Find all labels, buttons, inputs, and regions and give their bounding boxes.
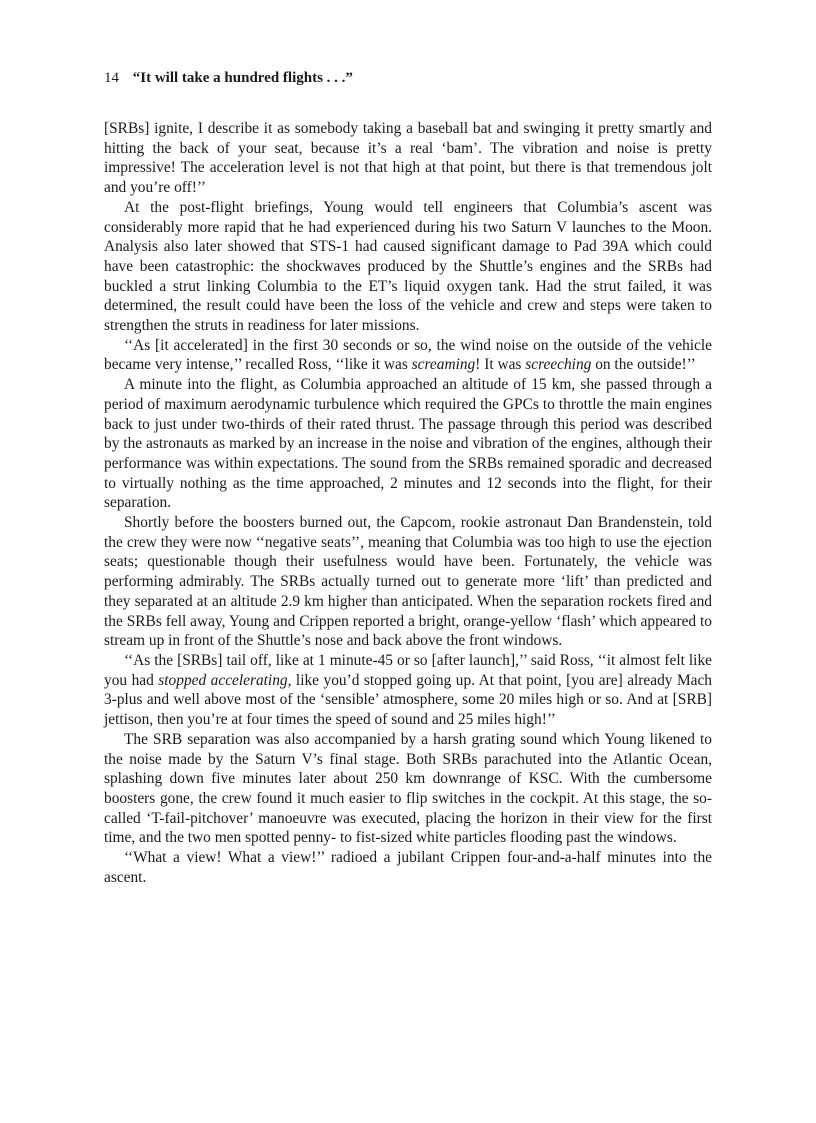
paragraph <box>104 651 712 730</box>
text-run: The SRB separation was also accompanied by a harsh grating sound which Young likened to the noise made by the Saturn V’s final stage. Both SRBs parachuted into the Atlantic Ocean, splashing down five minutes later about 250 km downrange of KSC. With the cumbersome boosters gone, the crew found it much easier to flip switches in the cockpit. At this stage, the so-called ‘T-fail-pitchover’ manoeuvre was executed, placing the horizon in their view for the first time, and the two men spotted penny- to fist-sized white particles flooding past the windows. <box>104 730 712 847</box>
paragraph <box>104 513 712 651</box>
text-run: ‘‘As the [SRBs] tail off, like at 1 minute-45 or so [after launch],’’ said Ross, ‘‘it almost felt like you had <box>104 651 712 689</box>
running-header <box>104 68 353 88</box>
paragraph <box>104 375 712 513</box>
text-run: on the outside!’’ <box>591 356 696 374</box>
text-run: ‘‘As [it accelerated] in the first 30 seconds or so, the wind noise on the outside of the vehicle became very intense,’’ recalled Ross, ‘‘like it was <box>104 336 712 374</box>
running-title: “It will take a hundred flights . . .” <box>132 70 353 86</box>
body-text <box>104 119 712 887</box>
text-run: A minute into the flight, as Columbia approached an altitude of 15 km, she passed through a period of maximum aerodynamic turbulence which required the GPCs to throttle the main engines back to just under two-thirds of their rated thrust. The passage through this period was described by the astronauts as marked by an increase in the noise and vibration of the engines, although their performance was within expectations. The sound from the SRBs remained sporadic and decreased to virtually nothing as the time approached, 2 minutes and 12 seconds into the flight, for their separation. <box>104 376 712 512</box>
emphasis: stopped accelerating <box>158 671 288 689</box>
text-run: , like you’d stopped going up. At that point, [you are] already Mach 3-plus and well above most of the ‘sensible’ atmosphere, some 20 miles high or so. And at [SRB] jettison, then you’re at four times the speed of sound and 25 miles high!’’ <box>104 671 713 729</box>
text-run: ! It was <box>475 356 526 374</box>
paragraph <box>104 119 712 198</box>
text-run: At the post-flight briefings, Young would tell engineers that Columbia’s ascent was considerably more rapid that he had experienced during his two Saturn V launches to the Moon. Analysis also later showed that STS-1 had caused significant damage to Pad 39A which could have been catastrophic: the shockwaves produced by the Shuttle’s engines and the SRBs had buckled a strut linking Columbia to the ET’s liquid oxygen tank. Had the strut failed, it was determined, the result could have been the loss of the vehicle and crew and steps were taken to strengthen the struts in readiness for later missions. <box>104 198 712 335</box>
text-run: Shortly before the boosters burned out, the Capcom, rookie astronaut Dan Brandenstein, told the crew they were now ‘‘negative seats’’, meaning that Columbia was too high to use the ejection seats; questionable though their usefulness would have been. Fortunately, the vehicle was performing admirably. The SRBs actually turned out to generate more ‘lift’ than predicted and they separated at an altitude 2.9 km higher than anticipated. When the separation rockets fired and the SRBs fell away, Young and Crippen reported a bright, orange-yellow ‘flash’ which appeared to stream up in front of the Shuttle’s nose and back above the front windows. <box>104 514 712 650</box>
paragraph <box>104 336 712 375</box>
text-run: [SRBs] ignite, I describe it as somebody taking a baseball bat and swinging it pretty smartly and hitting the back of your seat, because it’s a real ‘bam’. The vibration and noise is pretty impressive! The acceleration level is not that high at that point, but there is that tremendous jolt and you’re off!’’ <box>104 120 712 197</box>
paragraph <box>104 848 712 887</box>
paragraph <box>104 198 712 336</box>
paragraph <box>104 730 712 848</box>
emphasis: screeching <box>525 356 592 374</box>
page-number: 14 <box>104 70 119 86</box>
emphasis: screaming <box>411 356 476 374</box>
text-run: ‘‘What a view! What a view!’’ radioed a jubilant Crippen four-and-a-half minutes into the ascent. <box>104 849 712 886</box>
